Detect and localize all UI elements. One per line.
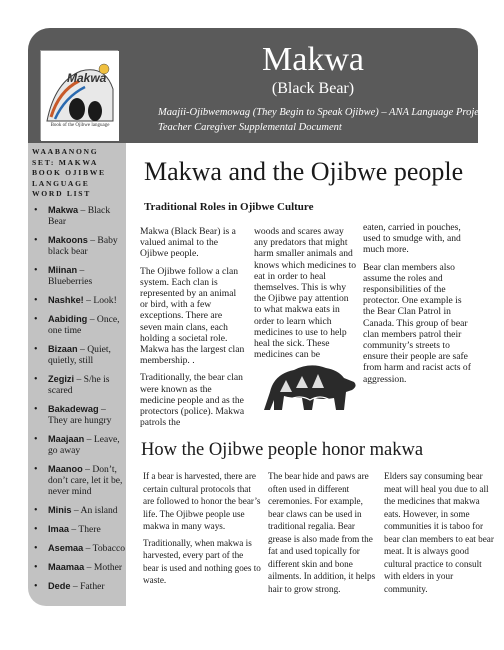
word-list [32, 205, 126, 600]
word-meaning: – Baby black bear [48, 235, 118, 257]
word-term: Bakadewag [48, 404, 99, 414]
word-term: Aabiding [48, 314, 88, 324]
page-subtitle: (Black Bear) [271, 80, 355, 97]
paragraph: Makwa (Black Bear) is a valued animal to the Ojibwe people. [140, 226, 236, 260]
paragraph: The bear hide and paws are often used in different ceremonies. For example, bear claws can be used in traditional regalia. Bear grease is also made from the fat and used topically for different skin and bone ailments. In addition, it helps hair to grow strong. [268, 471, 376, 594]
word-meaning: – They are hungry [48, 404, 112, 426]
paragraph: Traditionally, the bear clan were known as the medicine people and as the protectors (police). Makwa patrols the [140, 372, 245, 429]
section1-column-1 [140, 226, 246, 434]
paragraph: Traditionally, when makwa is harvested, every part of the bear is used and nothing goes to waste. [143, 537, 261, 585]
section2-column-2 [268, 470, 376, 599]
word-term: Bizaan [48, 344, 78, 354]
word-list-item [32, 404, 126, 426]
project-line [158, 105, 486, 135]
word-list-item [32, 464, 126, 497]
word-term: Dede [48, 581, 71, 591]
word-term: Maamaa [48, 562, 85, 572]
project-line-2: Teacher Caregiver Supplemental Document [158, 122, 342, 133]
word-list-item [32, 434, 126, 456]
page-title: Makwa [262, 41, 364, 78]
word-term: Makwa [48, 205, 79, 215]
word-meaning: – Don’t, don’t care, let it be, never mind [48, 464, 123, 497]
section2-title: How the Ojibwe people honor makwa [141, 440, 424, 460]
word-meaning: – Black Bear [48, 205, 111, 227]
word-list-item [32, 205, 126, 227]
word-meaning: – Blueberries [48, 265, 93, 287]
paragraph: eaten, carried in pouches, used to smudge with, and much more. [363, 222, 461, 256]
word-meaning: – Tobacco [83, 543, 126, 554]
word-term: Maajaan [48, 434, 85, 444]
word-term: Minis [48, 505, 72, 515]
word-list-heading: WAABANONG SET: MAKWA BOOK OJIBWE LANGUAGE WORD LIST [32, 147, 106, 198]
word-term: Imaa [48, 524, 69, 534]
word-term: Miinan [48, 265, 78, 275]
word-meaning: – Once, one time [48, 314, 120, 336]
logo-caption: Book of the Ojibwe language [50, 123, 110, 128]
logo-word: Makwa [67, 71, 107, 85]
book-cover-logo [40, 50, 118, 140]
section1-column-2 [254, 226, 358, 366]
word-list-item [32, 295, 126, 306]
project-line-1: Maajii-Ojibwemowag (They Begin to Speak Ojibwe) – ANA Language Project [158, 107, 487, 118]
section1-heading: Traditional Roles in Ojibwe Culture [144, 201, 314, 213]
word-meaning: – S/he is scared [48, 374, 110, 396]
word-list-item [32, 581, 126, 592]
word-list-item [32, 543, 126, 554]
word-term: Asemaa [48, 543, 84, 553]
paragraph: If a bear is harvested, there are certain cultural protocols that are followed to honor the bear’s life. The Ojibwe people use makwa in many ways. [143, 471, 261, 531]
word-list-item [32, 505, 126, 516]
word-list-item [32, 374, 126, 396]
word-meaning: – Mother [84, 562, 123, 573]
word-meaning: – Father [70, 581, 105, 592]
paragraph: Elders say consuming bear meat will heal you due to all the medicines that makwa eats. However, in some communities it is taboo for bear clan members to eat bear meat. It is always good cultural practice to consult with elders in your community. [384, 471, 494, 594]
word-meaning: – Leave, go away [48, 434, 120, 456]
word-list-item [32, 314, 126, 336]
section2-column-1 [143, 470, 261, 591]
paragraph: The Ojibwe follow a clan system. Each clan is represented by an animal or bird, with a few exceptions. There are seven main clans, each holding a societal role. Makwa has the largest clan membership. . [140, 265, 245, 367]
section1-column-3 [363, 222, 473, 391]
section1-title: Makwa and the Ojibwe people [144, 157, 464, 186]
word-list-item [32, 344, 126, 366]
word-meaning: – An island [71, 505, 118, 516]
word-meaning: – There [68, 524, 101, 535]
word-meaning: – Look! [83, 295, 117, 306]
bear-silhouette-icon [260, 352, 360, 422]
word-term: Zegizi [48, 374, 75, 384]
paragraph: Bear clan members also assume the roles and responsibilities of the protector. One example is the Bear Clan Patrol in Canada. This group of bear clan members patrol their community’s streets to ensure their people are safe from harm and racist acts of aggression. [363, 261, 471, 385]
word-list-item [32, 265, 126, 287]
word-list-item [32, 562, 126, 573]
word-term: Maanoo [48, 464, 83, 474]
word-meaning: – Quiet, quietly, still [48, 344, 111, 366]
paragraph: woods and scares away any predators that might harm smaller animals and knows which medicines to eat in order to heal themselves. This is why the Ojibwe pay attention to what makwa eats in order to learn which medicines to use to help heal the sick. These medicines can be [254, 226, 357, 361]
word-term: Makoons [48, 235, 88, 245]
section2-column-3 [384, 470, 494, 599]
word-list-item [32, 235, 126, 257]
word-term: Nashke! [48, 295, 84, 305]
word-list-item [32, 524, 126, 535]
